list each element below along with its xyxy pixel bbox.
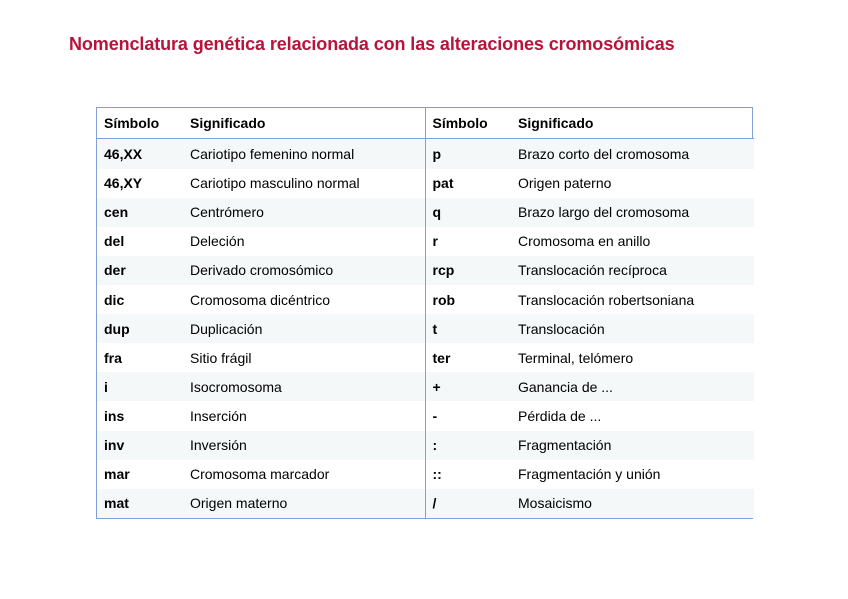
- symbol-cell-right: /: [425, 489, 511, 518]
- meaning-cell-left: Inversión: [183, 431, 425, 460]
- header-symbol-left: Símbolo: [97, 108, 183, 139]
- table-row: [97, 460, 754, 489]
- meaning-cell-left: Cromosoma dicéntrico: [183, 285, 425, 314]
- header-symbol-right: Símbolo: [425, 108, 511, 139]
- symbol-cell-left: cen: [97, 198, 183, 227]
- meaning-cell-left: Centrómero: [183, 198, 425, 227]
- symbol-cell-left: dic: [97, 285, 183, 314]
- symbol-cell-right: rob: [425, 285, 511, 314]
- symbol-cell-left: mar: [97, 460, 183, 489]
- symbol-cell-right: +: [425, 372, 511, 401]
- table-row: [97, 372, 754, 401]
- symbol-cell-right: rcp: [425, 256, 511, 285]
- symbol-cell-left: 46,XX: [97, 139, 183, 169]
- header-meaning-right: Significado: [511, 108, 754, 139]
- symbol-cell-right: pat: [425, 169, 511, 198]
- meaning-cell-right: Fragmentación: [511, 431, 754, 460]
- symbol-cell-left: del: [97, 227, 183, 256]
- symbol-cell-left: mat: [97, 489, 183, 518]
- meaning-cell-left: Cromosoma marcador: [183, 460, 425, 489]
- meaning-cell-right: Fragmentación y unión: [511, 460, 754, 489]
- table-row: [97, 285, 754, 314]
- symbol-cell-left: inv: [97, 431, 183, 460]
- table-row: [97, 169, 754, 198]
- symbol-cell-left: 46,XY: [97, 169, 183, 198]
- table-row: [97, 431, 754, 460]
- meaning-cell-right: Ganancia de ...: [511, 372, 754, 401]
- meaning-cell-right: Brazo largo del cromosoma: [511, 198, 754, 227]
- meaning-cell-left: Inserción: [183, 401, 425, 430]
- meaning-cell-left: Cariotipo masculino normal: [183, 169, 425, 198]
- meaning-cell-right: Pérdida de ...: [511, 401, 754, 430]
- table-row: [97, 401, 754, 430]
- symbol-cell-left: dup: [97, 314, 183, 343]
- table-row: [97, 139, 754, 169]
- meaning-cell-left: Deleción: [183, 227, 425, 256]
- symbol-cell-left: der: [97, 256, 183, 285]
- table-row: [97, 227, 754, 256]
- page-title: Nomenclatura genética relacionada con las alteraciones cromosómicas: [69, 34, 675, 54]
- symbol-cell-right: ter: [425, 343, 511, 372]
- header-meaning-left: Significado: [183, 108, 425, 139]
- table-row: [97, 314, 754, 343]
- meaning-cell-left: Origen materno: [183, 489, 425, 518]
- meaning-cell-right: Translocación robertsoniana: [511, 285, 754, 314]
- symbol-cell-right: r: [425, 227, 511, 256]
- table-row: [97, 256, 754, 285]
- meaning-cell-left: Isocromosoma: [183, 372, 425, 401]
- symbol-cell-right: p: [425, 139, 511, 169]
- meaning-cell-right: Origen paterno: [511, 169, 754, 198]
- meaning-cell-left: Cariotipo femenino normal: [183, 139, 425, 169]
- symbol-cell-left: fra: [97, 343, 183, 372]
- table-header-row: [97, 108, 754, 139]
- symbol-cell-right: q: [425, 198, 511, 227]
- symbol-cell-right: ::: [425, 460, 511, 489]
- meaning-cell-right: Brazo corto del cromosoma: [511, 139, 754, 169]
- symbol-cell-right: -: [425, 401, 511, 430]
- symbol-cell-left: i: [97, 372, 183, 401]
- symbol-cell-left: ins: [97, 401, 183, 430]
- meaning-cell-left: Duplicación: [183, 314, 425, 343]
- meaning-cell-right: Translocación: [511, 314, 754, 343]
- table-row: [97, 489, 754, 518]
- meaning-cell-right: Mosaicismo: [511, 489, 754, 518]
- meaning-cell-left: Sitio frágil: [183, 343, 425, 372]
- table-row: [97, 198, 754, 227]
- meaning-cell-right: Cromosoma en anillo: [511, 227, 754, 256]
- meaning-cell-right: Terminal, telómero: [511, 343, 754, 372]
- table-row: [97, 343, 754, 372]
- nomenclature-table-container: [96, 107, 753, 519]
- meaning-cell-right: Translocación recíproca: [511, 256, 754, 285]
- nomenclature-table: [97, 108, 754, 518]
- meaning-cell-left: Derivado cromosómico: [183, 256, 425, 285]
- symbol-cell-right: :: [425, 431, 511, 460]
- symbol-cell-right: t: [425, 314, 511, 343]
